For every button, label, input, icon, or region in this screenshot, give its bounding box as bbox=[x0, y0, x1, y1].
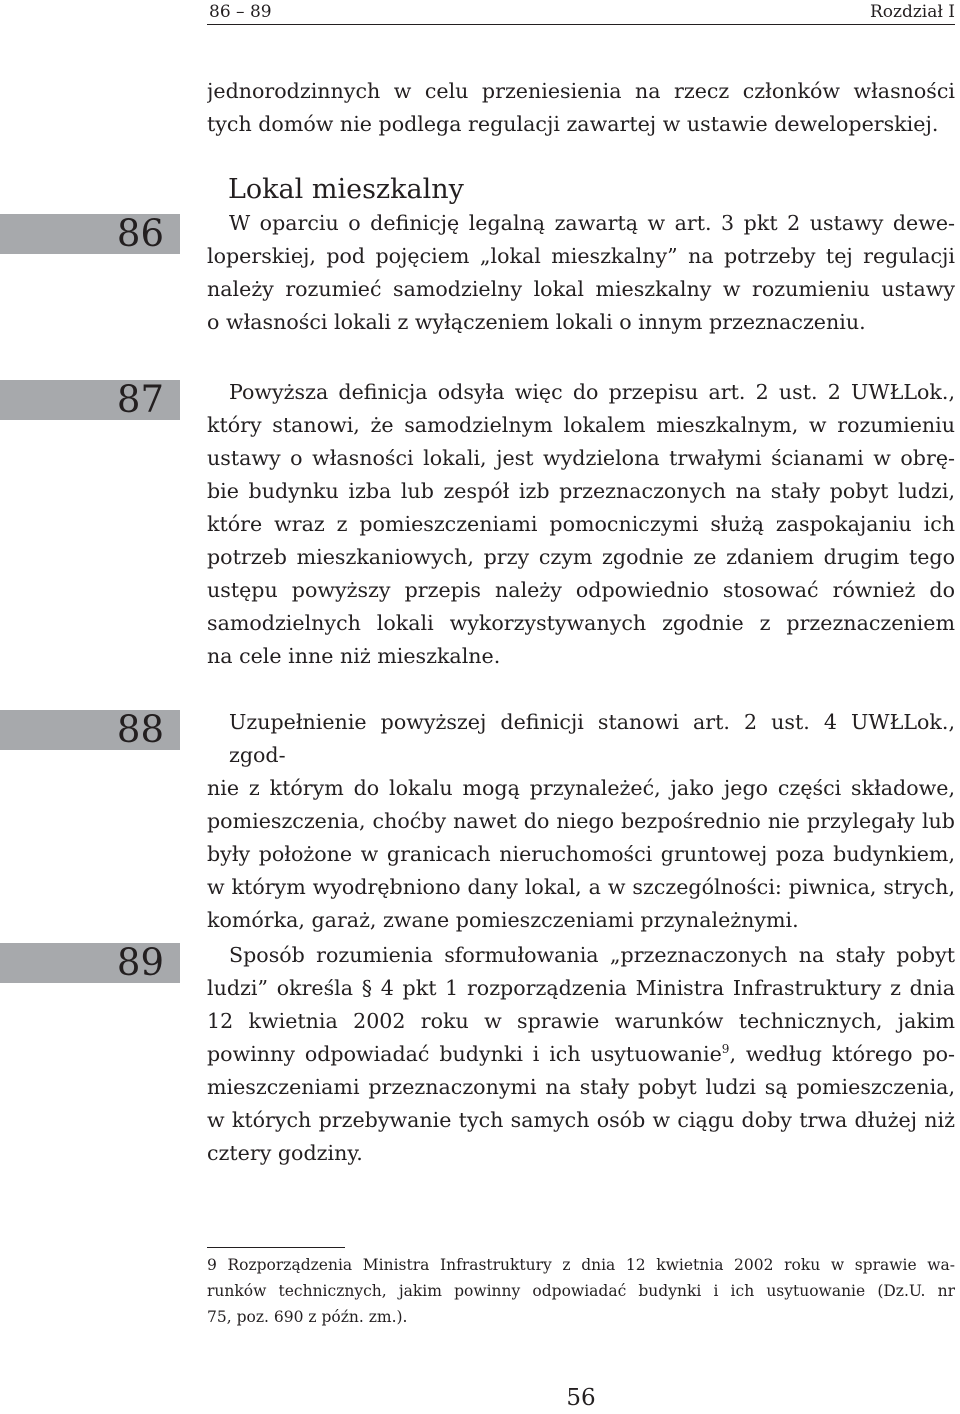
text-line: bie budynku izba lub zespół izb przeznaczonych na stały pobyt ludzi, bbox=[207, 479, 955, 503]
text-line: tych domów nie podlega regulacji zawartej w ustawie deweloperskiej. bbox=[207, 112, 939, 136]
text-line: pomieszczenia, choćby nawet do niego bezpośrednio nie przylegały lub bbox=[207, 809, 955, 833]
paragraph-89 bbox=[207, 939, 955, 1170]
section-heading: Lokal mieszkalny bbox=[228, 174, 464, 205]
text-line: Uzupełnienie powyższej definicji stanowi art. 2 ust. 4 UWŁLok., zgod- bbox=[229, 710, 955, 767]
paragraph-87 bbox=[207, 376, 955, 673]
text-line: loperskiej, pod pojęciem „lokal mieszkalny” na potrzeby tej regulacji bbox=[207, 244, 955, 268]
margin-number: 86 bbox=[116, 212, 164, 255]
margin-number-89 bbox=[0, 943, 180, 983]
margin-number: 88 bbox=[116, 708, 164, 751]
text-line: mieszczeniami przeznaczonymi na stały pobyt ludzi są pomieszczenia, bbox=[207, 1075, 955, 1099]
text-line: samodzielnych lokali wykorzystywanych zgodnie z przeznaczeniem bbox=[207, 611, 955, 635]
text-line: ustępu powyższy przepis należy odpowiednio stosować również do bbox=[207, 578, 955, 602]
margin-number: 87 bbox=[116, 378, 164, 421]
text-line: były położone w granicach nieruchomości gruntowej poza budynkiem, bbox=[207, 842, 955, 866]
footnote-line: 75, poz. 690 z późn. zm.). bbox=[207, 1308, 408, 1326]
text-line: który stanowi, że samodzielnym lokalem mieszkalnym, w rozumieniu bbox=[207, 413, 955, 437]
text-line: 12 kwietnia 2002 roku w sprawie warunków technicznych, jakim bbox=[207, 1009, 955, 1033]
header-section-range: 86 – 89 bbox=[209, 2, 272, 22]
text-line: w którym wyodrębniono dany lokal, a w szczególności: piwnica, strych, bbox=[207, 875, 955, 899]
text-line bbox=[207, 1038, 955, 1071]
footnote-reference[interactable]: 9 bbox=[721, 1042, 730, 1056]
margin-number-87 bbox=[0, 380, 180, 420]
footnote-line: 9 Rozporządzenia Ministra Infrastruktury z dnia 12 kwietnia 2002 roku w sprawie wa- bbox=[207, 1256, 955, 1274]
text-line: potrzeb mieszkaniowych, przy czym zgodnie ze zdaniem drugim tego bbox=[207, 545, 955, 569]
header-chapter: Rozdział I bbox=[869, 2, 955, 22]
text-segment: powinny odpowiadać budynki i ich usytuowanie bbox=[207, 1042, 722, 1066]
text-line: ludzi” określa § 4 pkt 1 rozporządzenia Ministra Infrastruktury z dnia bbox=[207, 976, 955, 1000]
paragraph-88 bbox=[207, 706, 955, 937]
text-segment: , według którego po- bbox=[729, 1042, 955, 1066]
paragraph-86 bbox=[207, 207, 955, 339]
text-line: komórka, garaż, zwane pomieszczeniami przynależnymi. bbox=[207, 908, 799, 932]
running-header bbox=[207, 0, 955, 25]
text-line: nie z którym do lokalu mogą przynależeć, jako jego części składowe, bbox=[207, 776, 955, 800]
footnote-line: runków technicznych, jakim powinny odpowiadać budynki i ich usytuowanie (Dz.U. nr bbox=[207, 1282, 955, 1300]
intro-paragraph bbox=[207, 75, 955, 141]
text-line: o własności lokali z wyłączeniem lokali o innym przeznaczeniu. bbox=[207, 310, 866, 334]
footnote bbox=[207, 1252, 955, 1330]
text-line: ustawy o własności lokali, jest wydzielona trwałymi ścianami w obrę- bbox=[207, 446, 955, 470]
text-line: W oparciu o definicję legalną zawartą w art. 3 pkt 2 ustawy dewe- bbox=[229, 211, 955, 235]
margin-number-86 bbox=[0, 214, 180, 254]
text-line: należy rozumieć samodzielny lokal mieszkalny w rozumieniu ustawy bbox=[207, 277, 955, 301]
margin-number: 89 bbox=[116, 941, 164, 984]
text-line: które wraz z pomieszczeniami pomocniczymi służą zaspokajaniu ich bbox=[207, 512, 955, 536]
page-number: 56 bbox=[566, 1385, 596, 1411]
text-line: Powyższa definicja odsyła więc do przepisu art. 2 ust. 2 UWŁLok., bbox=[229, 380, 955, 404]
text-line: na cele inne niż mieszkalne. bbox=[207, 644, 501, 668]
text-line: Sposób rozumienia sformułowania „przeznaczonych na stały pobyt bbox=[229, 943, 955, 967]
margin-number-88 bbox=[0, 710, 180, 750]
text-line: w których przebywanie tych samych osób w ciągu doby trwa dłużej niż bbox=[207, 1108, 955, 1132]
text-line: cztery godziny. bbox=[207, 1141, 363, 1165]
text-line: jednorodzinnych w celu przeniesienia na rzecz członków własności bbox=[207, 79, 955, 103]
footnote-separator bbox=[207, 1247, 345, 1248]
